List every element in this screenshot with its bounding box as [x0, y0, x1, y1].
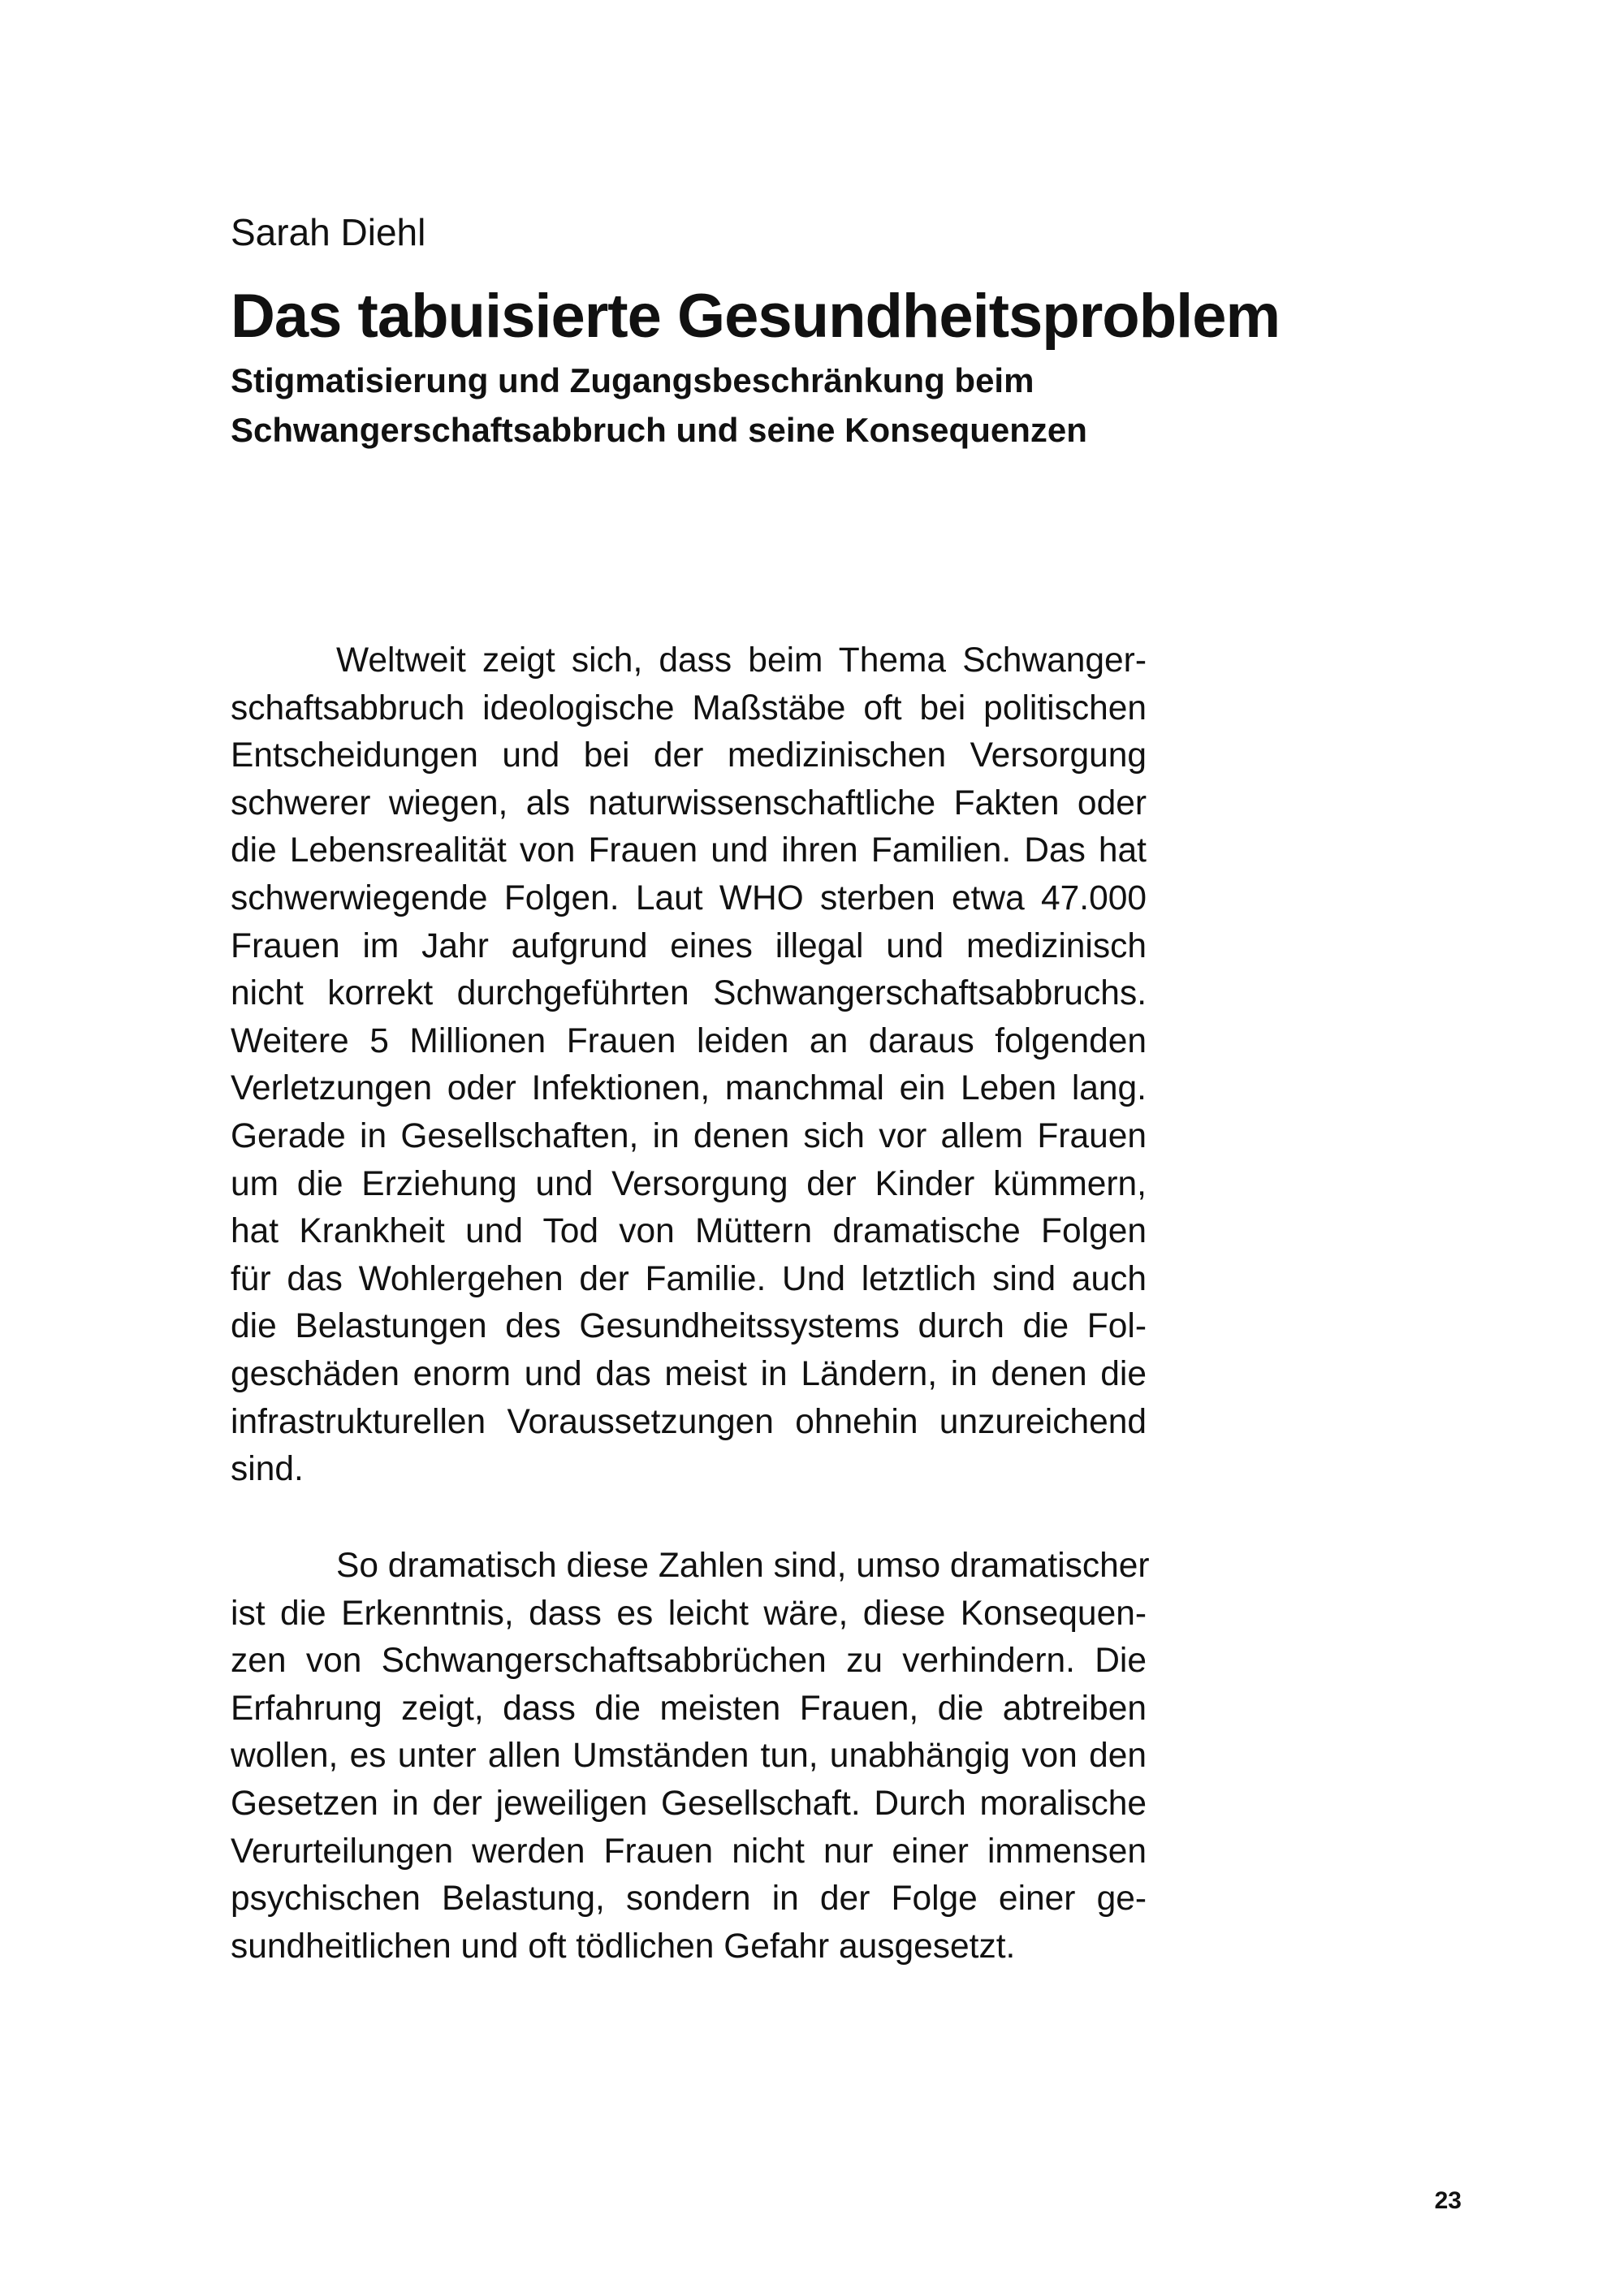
paragraph-line: Verletzungen oder Infektionen, manchmal ein Leben lang.: [231, 1069, 1147, 1108]
paragraph-line: nicht korrekt durchgeführten Schwangerschaftsabbruchs.: [231, 974, 1147, 1013]
paragraph-line: um die Erziehung und Versorgung der Kinder kümmern,: [231, 1164, 1147, 1203]
paragraph-line: wollen, es unter allen Umständen tun, unabhängig von den: [231, 1737, 1147, 1776]
paragraph-line: Gesetzen in der jeweiligen Gesellschaft. Durch moralische: [231, 1784, 1147, 1823]
article-subtitle: [231, 356, 1087, 455]
paragraph-line: sundheitlichen und oft tödlichen Gefahr ausgesetzt.: [231, 1927, 1016, 1966]
subtitle-line: Schwangerschaftsabbruch und seine Konsequenzen: [231, 411, 1087, 449]
paragraph-line: ist die Erkenntnis, dass es leicht wäre, diese Konsequen-: [231, 1594, 1147, 1633]
paragraph-line: geschäden enorm und das meist in Ländern, in denen die: [231, 1354, 1147, 1393]
paragraph-line: die Belastungen des Gesundheitssystems durch die Fol-: [231, 1307, 1147, 1346]
paragraph-line: Weitere 5 Millionen Frauen leiden an daraus folgenden: [231, 1021, 1147, 1060]
paragraph-line: zen von Schwangerschaftsabbrüchen zu verhindern. Die: [231, 1642, 1147, 1681]
paragraph-line: psychischen Belastung, sondern in der Folge einer ge-: [231, 1880, 1147, 1919]
body-paragraph-2: [231, 1543, 1150, 1970]
paragraph-line: Gerade in Gesellschaften, in denen sich vor allem Frauen: [231, 1116, 1147, 1155]
body-paragraph-1: [231, 637, 1147, 1494]
paragraph-line: So dramatisch diese Zahlen sind, umso dramatischer: [336, 1547, 1150, 1585]
paragraph-line: Verurteilungen werden Frauen nicht nur einer immensen: [231, 1832, 1147, 1871]
paragraph-line: schwerer wiegen, als naturwissenschaftliche Fakten oder: [231, 783, 1147, 822]
subtitle-line: Stigmatisierung und Zugangsbeschränkung beim: [231, 361, 1034, 399]
article-title: Das tabuisierte Gesundheitsproblem: [231, 282, 1281, 351]
paragraph-line: sind.: [231, 1450, 304, 1489]
paragraph-line: Erfahrung zeigt, dass die meisten Frauen, die abtreiben: [231, 1689, 1147, 1728]
author-name: Sarah Diehl: [231, 211, 426, 253]
paragraph-line: schwerwiegende Folgen. Laut WHO sterben etwa 47.000: [231, 878, 1147, 917]
page-number: 23: [1434, 2187, 1462, 2214]
paragraph-line: die Lebensrealität von Frauen und ihren Familien. Das hat: [231, 831, 1147, 870]
paragraph-line: Entscheidungen und bei der medizinischen Versorgung: [231, 736, 1147, 775]
paragraph-line: Frauen im Jahr aufgrund eines illegal und medizinisch: [231, 926, 1147, 965]
paragraph-line: infrastrukturellen Voraussetzungen ohnehin unzureichend: [231, 1402, 1147, 1441]
paragraph-line: schaftsabbruch ideologische Maßstäbe oft bei politischen: [231, 688, 1147, 727]
paragraph-line: hat Krankheit und Tod von Müttern dramatische Folgen: [231, 1212, 1147, 1251]
paragraph-line: für das Wohlergehen der Familie. Und letztlich sind auch: [231, 1259, 1147, 1298]
paragraph-line: Weltweit zeigt sich, dass beim Thema Schwanger-: [336, 641, 1147, 680]
